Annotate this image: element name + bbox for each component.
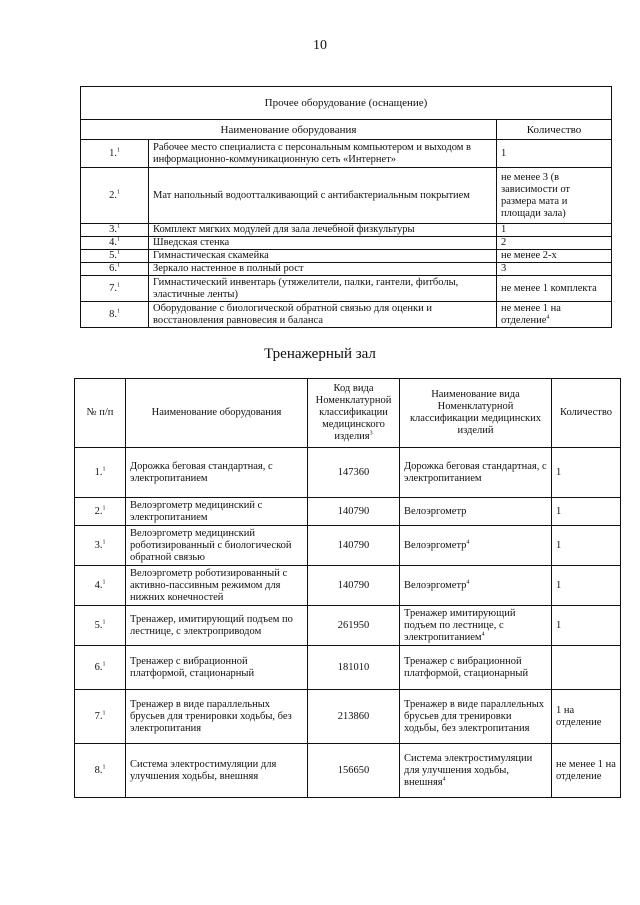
equipment-name: Велоэргометр медицинский роботизированный с биологической обратной связью bbox=[126, 526, 308, 566]
row-number: 5.$^1$ bbox=[81, 250, 149, 263]
equipment-quantity: 2 bbox=[497, 237, 612, 250]
equipment-name: Шведская стенка bbox=[149, 237, 497, 250]
row-number: 7.$^1$ bbox=[75, 690, 126, 744]
equipment-name: Гимнастический инвентарь (утяжелители, палки, гантели, фитболы, эластичные ленты) bbox=[149, 276, 497, 302]
row-number: 8.$^1$ bbox=[81, 302, 149, 328]
table-row bbox=[75, 566, 621, 606]
table-row bbox=[75, 606, 621, 646]
equipment-name: Тренажер в виде параллельных брусьев для тренировки ходьбы, без электропитания bbox=[126, 690, 308, 744]
equipment-quantity bbox=[552, 646, 621, 690]
equipment-quantity: 1 bbox=[552, 448, 621, 498]
table-row bbox=[81, 250, 612, 263]
equipment-name: Зеркало настенное в полный рост bbox=[149, 263, 497, 276]
row-number: 3.$^1$ bbox=[81, 224, 149, 237]
table-row bbox=[81, 237, 612, 250]
equipment-quantity: не менее 2-х bbox=[497, 250, 612, 263]
equipment-name: Система электростимуляции для улучшения ходьбы, внешняя bbox=[126, 744, 308, 798]
equipment-quantity: не менее 1 на отделение bbox=[552, 744, 621, 798]
row-number: 4.$^1$ bbox=[81, 237, 149, 250]
table-row bbox=[75, 498, 621, 526]
classification-code: 213860 bbox=[308, 690, 400, 744]
classification-type: Велоэргометр$^4$ bbox=[400, 566, 552, 606]
equipment-name: Гимнастическая скамейка bbox=[149, 250, 497, 263]
table-row bbox=[81, 168, 612, 224]
equipment-name: Мат напольный водоотталкивающий с антибактериальным покрытием bbox=[149, 168, 497, 224]
row-number: 7.$^1$ bbox=[81, 276, 149, 302]
classification-code: 261950 bbox=[308, 606, 400, 646]
equipment-name: Велоэргометр медицинский с электропитанием bbox=[126, 498, 308, 526]
equipment-name: Оборудование с биологической обратной связью для оценки и восстановления равновесия и баланса bbox=[149, 302, 497, 328]
table-row bbox=[81, 263, 612, 276]
table-row bbox=[75, 690, 621, 744]
classification-type: Велоэргометр bbox=[400, 498, 552, 526]
equipment-name: Велоэргометр роботизированный с активно-пассивным режимом для нижних конечностей bbox=[126, 566, 308, 606]
equipment-quantity: 1 bbox=[552, 526, 621, 566]
classification-code: 147360 bbox=[308, 448, 400, 498]
classification-code: 140790 bbox=[308, 498, 400, 526]
row-number: 1.$^1$ bbox=[81, 140, 149, 168]
row-number: 4.$^1$ bbox=[75, 566, 126, 606]
table-row bbox=[75, 526, 621, 566]
equipment-quantity: 1 bbox=[552, 498, 621, 526]
equipment-quantity: 3 bbox=[497, 263, 612, 276]
table-row bbox=[75, 646, 621, 690]
row-number: 5.$^1$ bbox=[75, 606, 126, 646]
row-number: 6.$^1$ bbox=[75, 646, 126, 690]
row-number: 6.$^1$ bbox=[81, 263, 149, 276]
table-row bbox=[75, 448, 621, 498]
equipment-quantity: 1 bbox=[497, 224, 612, 237]
column-header-number: № п/п bbox=[75, 379, 126, 448]
classification-type: Тренажер имитирующий подъем по лестнице, с электропитанием$^4$ bbox=[400, 606, 552, 646]
table-row bbox=[81, 302, 612, 328]
column-header-name: Наименование оборудования bbox=[126, 379, 308, 448]
row-number: 8.$^1$ bbox=[75, 744, 126, 798]
equipment-quantity: не менее 1 комплекта bbox=[497, 276, 612, 302]
table-row bbox=[81, 276, 612, 302]
row-number: 2.$^1$ bbox=[75, 498, 126, 526]
equipment-name: Комплект мягких модулей для зала лечебной физкультуры bbox=[149, 224, 497, 237]
page-number: 10 bbox=[313, 38, 327, 53]
row-number: 2.$^1$ bbox=[81, 168, 149, 224]
table-row bbox=[81, 224, 612, 237]
column-header-type: Наименование вида Номенклатурной классификации медицинских изделий bbox=[400, 379, 552, 448]
column-header-quantity: Количество bbox=[552, 379, 621, 448]
equipment-quantity: 1 bbox=[497, 140, 612, 168]
equipment-name: Дорожка беговая стандартная, с электропитанием bbox=[126, 448, 308, 498]
column-header-code: Код вида Номенклатурной классификации медицинского изделия$^3$ bbox=[308, 379, 400, 448]
row-number: 1.$^1$ bbox=[75, 448, 126, 498]
classification-type: Система электростимуляции для улучшения ходьбы, внешняя$^4$ bbox=[400, 744, 552, 798]
equipment-quantity: 1 на отделение bbox=[552, 690, 621, 744]
classification-type: Дорожка беговая стандартная, с электропитанием bbox=[400, 448, 552, 498]
table-row bbox=[75, 744, 621, 798]
equipment-name: Рабочее место специалиста с персональным компьютером и выходом в информационно-коммуникационную сеть «Интернет» bbox=[149, 140, 497, 168]
table-row bbox=[81, 140, 612, 168]
classification-type: Тренажер с вибрационной платформой, стационарный bbox=[400, 646, 552, 690]
classification-code: 140790 bbox=[308, 526, 400, 566]
equipment-quantity: 1 bbox=[552, 566, 621, 606]
classification-type: Велоэргометр$^4$ bbox=[400, 526, 552, 566]
section-title: Тренажерный зал bbox=[264, 346, 376, 362]
equipment-quantity: не менее 1 на отделение$^4$ bbox=[497, 302, 612, 328]
other-equipment-table bbox=[80, 86, 612, 328]
classification-type: Тренажер в виде параллельных брусьев для тренировки ходьбы, без электропитания bbox=[400, 690, 552, 744]
classification-code: 156650 bbox=[308, 744, 400, 798]
table-caption: Прочее оборудование (оснащение) bbox=[81, 87, 612, 120]
equipment-name: Тренажер с вибрационной платформой, стационарный bbox=[126, 646, 308, 690]
equipment-name: Тренажер, имитирующий подъем по лестнице, с электроприводом bbox=[126, 606, 308, 646]
classification-code: 181010 bbox=[308, 646, 400, 690]
row-number: 3.$^1$ bbox=[75, 526, 126, 566]
column-header-name: Наименование оборудования bbox=[81, 120, 497, 140]
equipment-quantity: не менее 3 (в зависимости от размера мата и площади зала) bbox=[497, 168, 612, 224]
column-header-quantity: Количество bbox=[497, 120, 612, 140]
gym-equipment-table bbox=[74, 378, 621, 798]
classification-code: 140790 bbox=[308, 566, 400, 606]
equipment-quantity: 1 bbox=[552, 606, 621, 646]
